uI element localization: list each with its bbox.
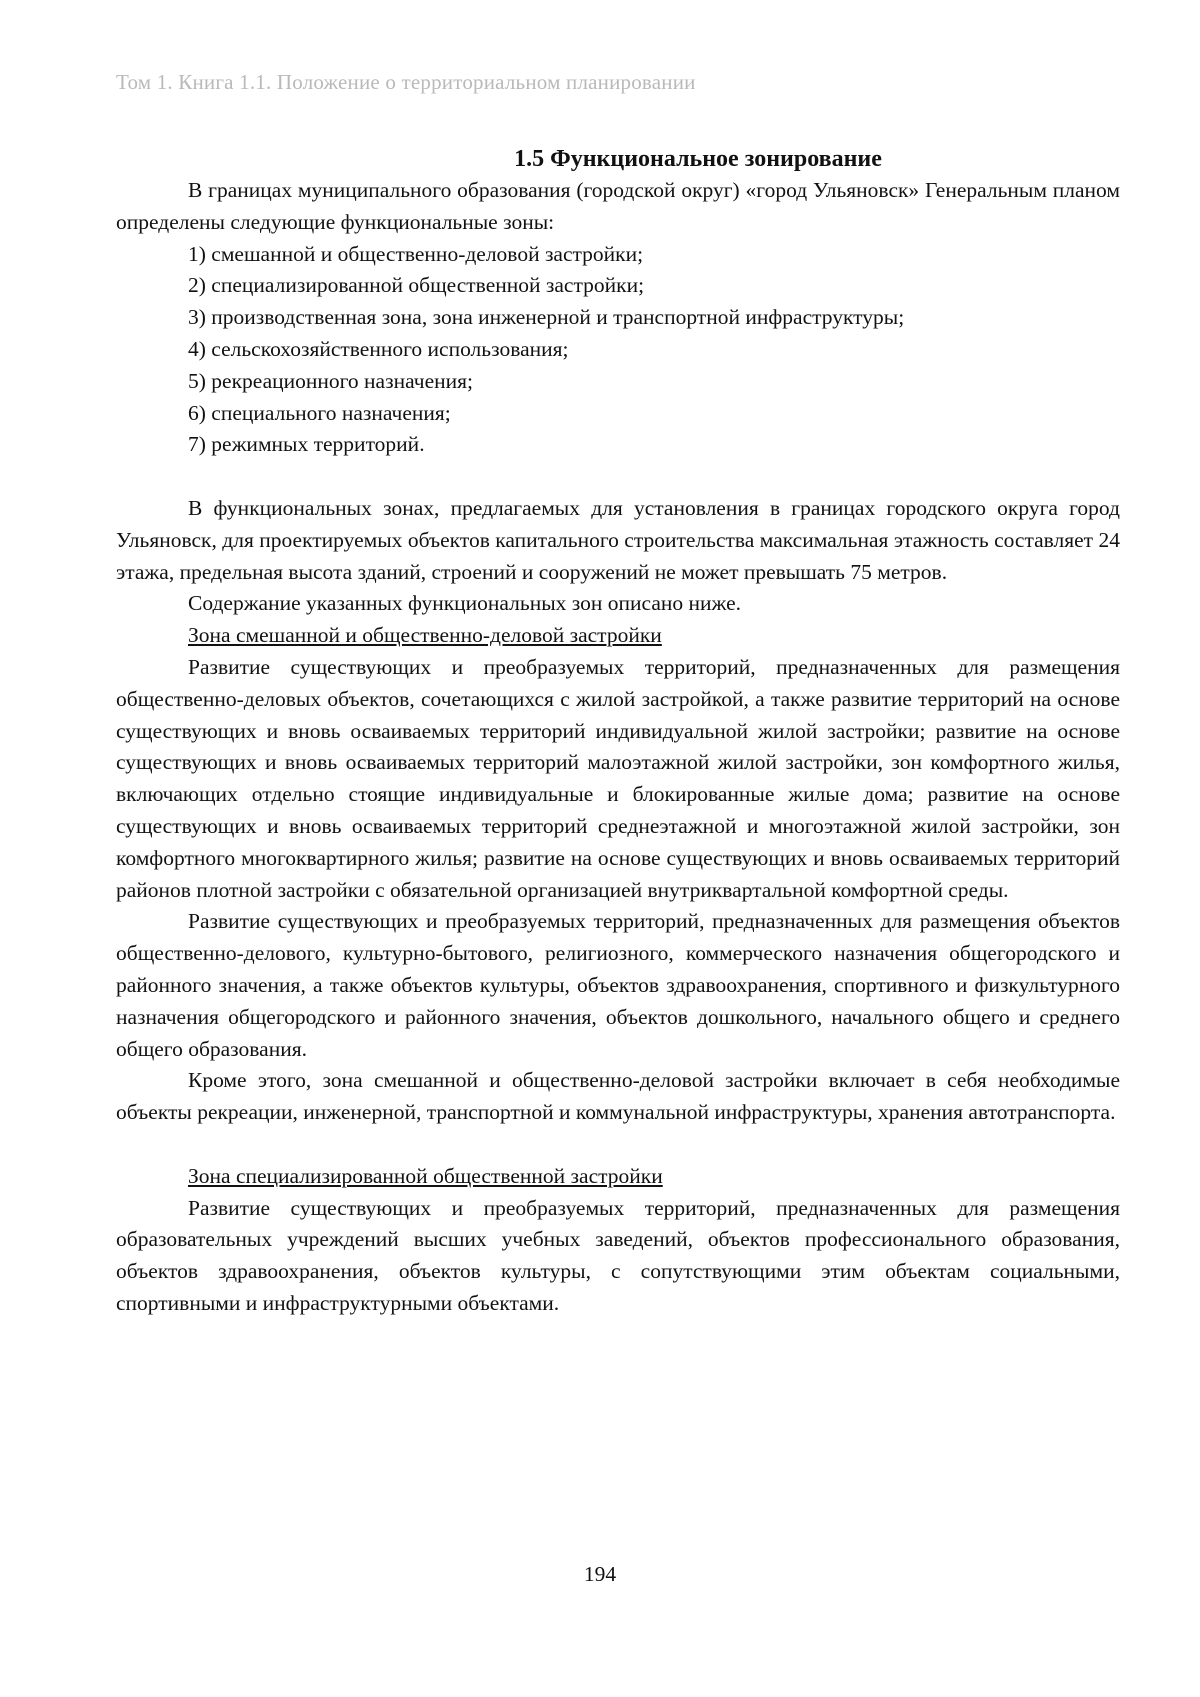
zone-list-item: 5) рекреационного назначения; xyxy=(188,368,474,393)
page-content xyxy=(116,143,1120,1320)
zone-mixed-paragraph: Развитие существующих и преобразуемых территорий, предназначенных для размещения объектов общественно-делового, культурно-бытового, религиозного, коммерческого назначения общегородского и районного значения, а также объектов культуры, объектов здравоохранения, спортивного и физкультурного назначения общегородского и районного значения, объектов дошкольного, начального общего и среднего общего образования. xyxy=(116,909,1120,1061)
zone-mixed-paragraph: Кроме этого, зона смешанной и общественно-деловой застройки включает в себя необходимые объекты рекреации, инженерной, транспортной и коммунальной инфраструктуры, хранения автотранспорта. xyxy=(116,1068,1120,1125)
zone-list-item: 4) сельскохозяйственного использования; xyxy=(188,336,569,361)
description-intro-paragraph: Содержание указанных функциональных зон описано ниже. xyxy=(188,591,742,616)
zone-list-item: 7) режимных территорий. xyxy=(188,432,425,457)
zone-specialized-paragraph: Развитие существующих и преобразуемых территорий, предназначенных для размещения образовательных учреждений высших учебных заведений, объектов профессионального образования, объектов здравоохранения, объектов культуры, с сопутствующими этим объектам социальными, спортивными и инфраструктурными объектами. xyxy=(116,1195,1120,1315)
spacer xyxy=(116,1129,1120,1161)
page-number: 194 xyxy=(583,1562,617,1586)
zone-list-item: 2) специализированной общественной застройки; xyxy=(188,273,645,298)
intro-paragraph: В границах муниципального образования (городской округ) «город Ульяновск» Генеральным планом определены следующие функциональные зоны: xyxy=(116,178,1120,234)
height-limits-paragraph: В функциональных зонах, предлагаемых для установления в границах городского округа город Ульяновск, для проектируемых объектов капитального строительства максимальная этажность составляет 24 этажа, предельная высота зданий, строений и сооружений не может превышать 75 метров. xyxy=(116,495,1120,584)
zone-mixed-heading: Зона смешанной и общественно-деловой застройки xyxy=(188,623,662,648)
zone-list-item: 1) смешанной и общественно-деловой застройки; xyxy=(188,241,644,266)
section-title: 1.5 Функциональное зонирование xyxy=(514,146,882,172)
spacer xyxy=(116,461,1120,493)
zone-list-item: 3) производственная зона, зона инженерной и транспортной инфраструктуры; xyxy=(188,305,905,330)
running-header: Том 1. Книга 1.1. Положение о территориальном планировании xyxy=(116,70,696,94)
zone-mixed-paragraph: Развитие существующих и преобразуемых территорий, предназначенных для размещения общественно-деловых объектов, сочетающихся с жилой застройкой, а также развитие территорий на основе существующих и вновь осваиваемых территорий индивидуальной жилой застройки; развитие на основе существующих и вновь осваиваемых территорий малоэтажной жилой застройки, зон комфортного жилья, включающих отдельно стоящие индивидуальные и блокированные жилые дома; развитие на основе существующих и вновь осваиваемых территорий среднеэтажной и многоэтажной жилой застройки, зон комфортного многоквартирного жилья; развитие на основе существующих и вновь осваиваемых территорий районов плотной застройки с обязательной организацией внутриквартальной комфортной среды. xyxy=(116,654,1120,902)
zone-list-item: 6) специального назначения; xyxy=(188,400,451,425)
zone-specialized-heading: Зона специализированной общественной застройки xyxy=(188,1163,663,1188)
